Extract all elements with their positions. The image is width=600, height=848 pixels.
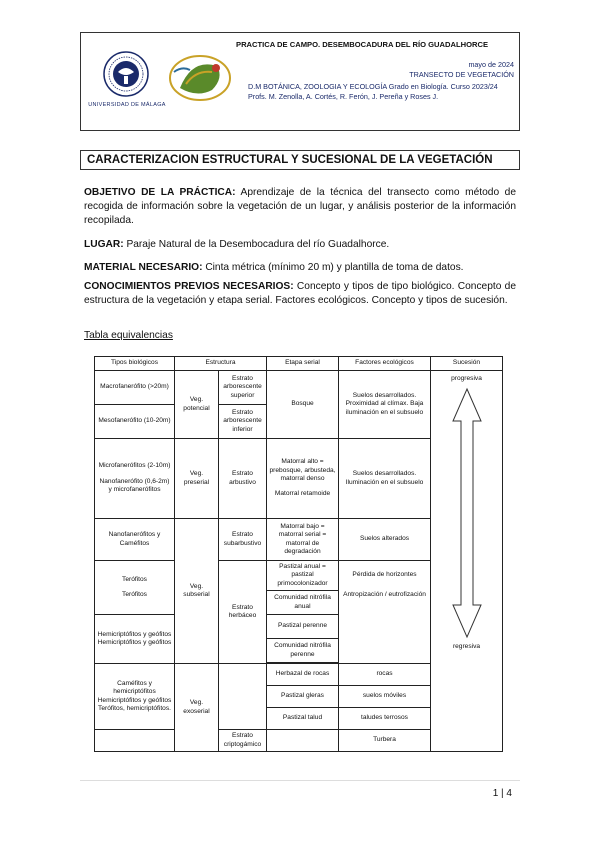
bio-cell-empty [95,730,175,752]
university-logo [98,50,154,110]
table-row [95,371,503,405]
sucesion-progresiva: progresiva [451,375,482,382]
material-text: Cinta métrica (mínimo 20 m) y plantilla de toma de datos. [202,262,464,273]
header-subtitle: TRANSECTO DE VEGETACIÓN [409,70,514,79]
bio-text: Hemicriptófitos y geófitos [97,696,172,704]
col-header-tipos: Tipos biológicos [95,357,175,371]
estrato-cell: Estrato arbustivo [219,439,267,519]
bio-cell: Mesofanerófito (10-20m) [95,405,175,439]
etapa-cell: Comunidad nitrófila anual [267,591,339,615]
etapa-cell: Herbazal de rocas [267,664,339,686]
header-date: mayo de 2024 [468,60,514,69]
spacer [97,584,172,591]
estrato-cell: Estrato arborescente inferior [219,405,267,439]
lugar-text: Paraje Natural de la Desembocadura del río Guadalhorce. [123,239,390,250]
conocimientos-text: Concepto y tipos de tipo biológico. Concepto de estructura de la vegetación y etapa serial. Factores ecológicos. Concepto y tipos de sucesión. [84,281,516,306]
table-header-row [95,357,503,371]
spacer [269,483,336,490]
estrato-cell: Estrato herbáceo [219,561,267,664]
material-paragraph [84,261,516,275]
etapa-text: Matorral retamoide [274,490,331,498]
bio-text: Hemicriptófitos y geófitos [97,630,172,638]
conocimientos-label: CONOCIMIENTOS PREVIOS NECESARIOS: [84,281,294,292]
bio-text: Terófitos [122,591,147,598]
double-arrow-icon [450,387,484,639]
bio-cell [95,664,175,730]
etapa-cell: Comunidad nitrófila perenne [267,639,339,663]
factor-cell: Suelos desarrollados. Iluminación en el subsuelo [339,439,431,519]
section-title: CARACTERIZACION ESTRUCTURAL Y SUCESIONAL DE LA VEGETACIÓN [80,150,520,170]
estrato-cell: Estrato arborescente superior [219,371,267,405]
col-header-estructura: Estructura [175,357,267,371]
factor-cell: Suelos desarrollados. Proximidad al clímax. Baja iluminación en el subsuelo [339,371,431,439]
spacer [341,579,428,591]
etapa-cell: Pastizal talud [267,708,339,730]
bio-cell: Macrofanerófito (>20m) [95,371,175,405]
estrato-cell-empty [219,664,267,730]
bio-cell [95,615,175,664]
col-header-factores: Factores ecológicos [339,357,431,371]
veg-cell: Veg. potencial [175,371,219,439]
bio-text: Terófitos, hemicriptófitos. [98,704,171,712]
footer-divider [80,780,520,781]
etapa-cell: Bosque [267,371,339,439]
page-number: 1 | 4 [492,788,512,799]
bio-cell: Nanofanerófitos y Caméfitos [95,519,175,561]
spacer [97,471,172,478]
etapa-cell [267,439,339,519]
veg-cell: Veg. subserial [175,519,219,664]
veg-cell: Veg. exoserial [175,664,219,752]
table-label: Tabla equivalencias [84,330,173,341]
etapa-cell: Pastizal gleras [267,686,339,708]
etapa-cell: Pastizal perenne [267,615,339,639]
etapa-cell: Matorral bajo = matorral serial = matorral de degradación [267,519,339,561]
estrato-cell: Estrato criptogámico [219,730,267,752]
factor-cell: Suelos alterados [339,519,431,561]
header-professors: Profs. M. Zenolla, A. Cortés, R. Ferón, J. Pereña y Roses J. [248,92,439,101]
factor-text: Antropización / eutrofización [343,591,426,599]
factor-cell: Turbera [339,730,431,752]
col-header-sucesion: Sucesión [431,357,503,371]
factor-cell: suelos móviles [339,686,431,708]
lugar-paragraph [84,238,516,252]
sucesion-cell [431,371,503,752]
bio-text: Terófitos [122,575,147,583]
objetivo-text: Aprendizaje de la técnica del transecto como método de recogida de información sobre la vegetación de un lugar, y análisis posterior de la información recopilada. [84,187,516,226]
etapa-cell-empty [267,730,339,752]
header-title: PRACTICA DE CAMPO. DESEMBOCADURA DEL RÍO GUADALHORCE [236,40,489,49]
equivalence-table [94,356,503,752]
material-label: MATERIAL NECESARIO: [84,262,203,273]
sucesion-regresiva: regresiva [452,643,481,651]
bio-text: Caméfitos y hemicriptófitos [113,679,156,696]
objetivo-paragraph [84,186,516,228]
conocimientos-paragraph [84,280,516,308]
header-department: D.M BOTÁNICA, ZOOLOGIA Y ECOLOGÍA Grado en Biología. Curso 2023/24 [248,82,498,91]
biology-logo [162,48,242,108]
etapa-text: Matorral alto = prebosque, arbusteda, matorral denso [269,458,336,482]
lugar-label: LUGAR: [84,239,124,250]
bio-text: Nanofanerófito (0,6-2m) y microfanerófitos [99,477,170,494]
col-header-etapa: Etapa serial [267,357,339,371]
university-name: UNIVERSIDAD DE MÁLAGA [88,102,166,108]
factor-text: Pérdida de horizontes [352,571,417,578]
veg-cell: Veg. preserial [175,439,219,519]
factor-cell: taludes terrosos [339,708,431,730]
bio-cell [95,561,175,615]
bio-cell [95,439,175,519]
bio-text: Hemicriptófitos y geófitos [97,639,172,646]
estrato-cell: Estrato subarbustivo [219,519,267,561]
factor-cell: rocas [339,664,431,686]
factor-cell [339,561,431,664]
etapa-cell: Pastizal anual = pastizal primocolonizador [267,561,339,591]
objetivo-label: OBJETIVO DE LA PRÁCTICA: [84,187,236,198]
bio-text: Microfanerófitos (2-10m) [98,462,171,470]
